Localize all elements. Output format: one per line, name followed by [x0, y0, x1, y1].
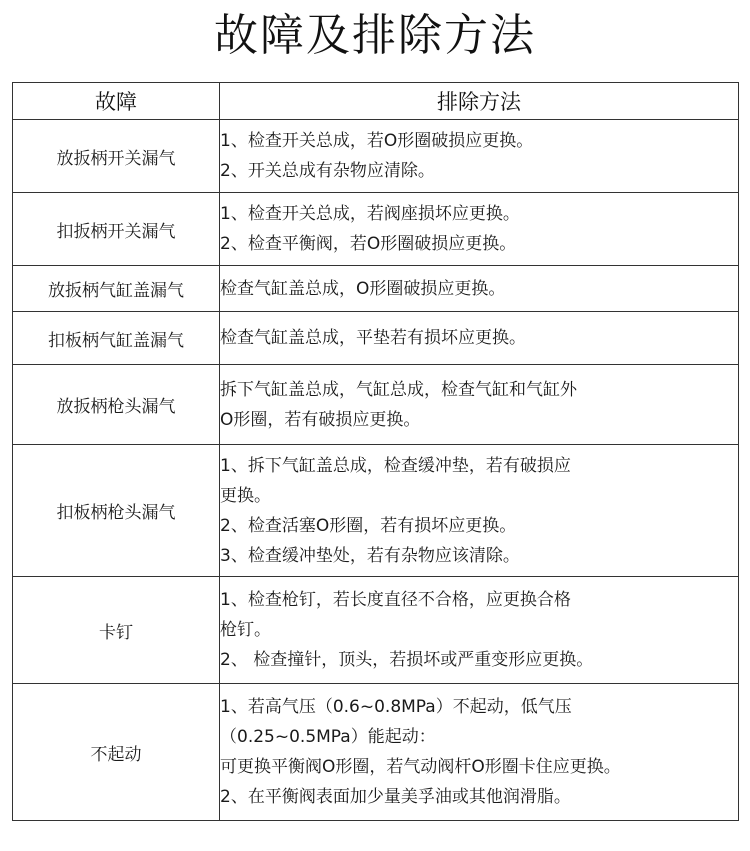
table-row: [13, 365, 739, 445]
fault-cell: 不起动: [13, 684, 220, 821]
table-row: [13, 193, 739, 266]
method-cell: [220, 266, 739, 312]
method-line: 检查气缸盖总成，O形圈破损应更换。: [220, 278, 506, 299]
method-cell: [220, 445, 739, 577]
method-line: 1、若高气压（0.6~0.8MPa）不起动，低气压: [220, 697, 572, 717]
header-method: 排除方法: [220, 83, 739, 120]
method-cell: [220, 577, 739, 684]
fault-table: [12, 82, 739, 821]
fault-cell: 卡钉: [13, 577, 220, 684]
fault-cell: 扣板柄枪头漏气: [13, 445, 220, 577]
fault-cell: 扣板柄气缸盖漏气: [13, 312, 220, 365]
table-row: [13, 577, 739, 684]
table-row: [13, 445, 739, 577]
method-line: 3、检查缓冲垫处，若有杂物应该清除。: [220, 545, 520, 566]
page-title: 故障及排除方法: [214, 10, 536, 61]
method-cell: [220, 312, 739, 365]
fault-cell: 放扳柄开关漏气: [13, 120, 220, 193]
method-line: 检查气缸盖总成，平垫若有损坏应更换。: [220, 328, 526, 348]
table-row: [13, 266, 739, 312]
method-line: 可更换平衡阀O形圈，若气动阀杆O形圈卡住应更换。: [220, 757, 621, 777]
fault-cell: 放扳柄枪头漏气: [13, 365, 220, 445]
method-cell: [220, 193, 739, 266]
method-line: 2、检查平衡阀，若O形圈破损应更换。: [220, 234, 517, 254]
table-row: [13, 312, 739, 365]
method-line: 枪钉。: [220, 620, 271, 640]
table-row: [13, 684, 739, 821]
method-line: 2、检查活塞O形圈，若有损坏应更换。: [220, 515, 517, 536]
method-cell: [220, 684, 739, 821]
fault-cell: 放扳柄气缸盖漏气: [13, 266, 220, 312]
table-header-row: [13, 83, 739, 120]
table-row: [13, 120, 739, 193]
method-line: O形圈，若有破损应更换。: [220, 409, 421, 430]
method-line: （0.25~0.5MPa）能起动：: [220, 727, 436, 747]
method-cell: [220, 365, 739, 445]
header-fault: 故障: [13, 83, 220, 120]
method-line: 2、开关总成有杂物应清除。: [220, 161, 435, 181]
method-line: 2、 检查撞针，顶头，若损坏或严重变形应更换。: [220, 650, 594, 670]
method-line: 1、拆下气缸盖总成，检查缓冲垫，若有破损应: [220, 455, 571, 476]
method-line: 2、在平衡阀表面加少量美孚油或其他润滑脂。: [220, 787, 571, 807]
method-line: 1、检查开关总成，若阀座损坏应更换。: [220, 204, 520, 224]
method-line: 拆下气缸盖总成，气缸总成，检查气缸和气缸外: [220, 379, 577, 400]
method-line: 更换。: [220, 485, 271, 506]
method-cell: [220, 120, 739, 193]
method-line: 1、检查枪钉，若长度直径不合格，应更换合格: [220, 590, 571, 610]
method-line: 1、检查开关总成，若O形圈破损应更换。: [220, 131, 534, 151]
fault-cell: 扣扳柄开关漏气: [13, 193, 220, 266]
